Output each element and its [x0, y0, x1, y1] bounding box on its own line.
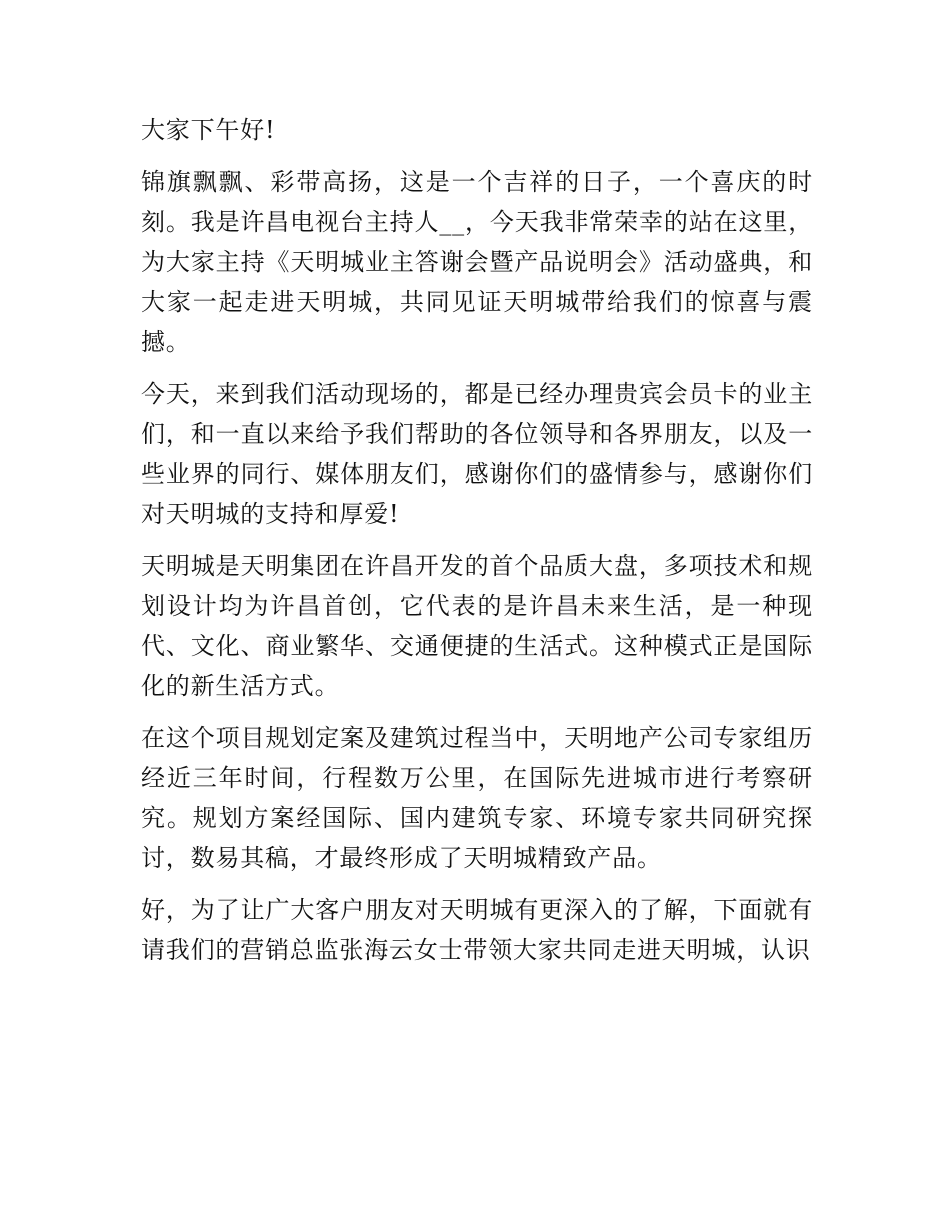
- speech-text: [141, 110, 813, 982]
- paragraph-guests: 今天，来到我们活动现场的，都是已经办理贵宾会员卡的业主们，和一直以来给予我们帮助的各位领导和各界朋友，以及一些业界的同行、媒体朋友们，感谢你们的盛情参与，感谢你们对天明城的支持和厚爱!: [141, 380, 813, 528]
- paragraph-opening: 锦旗飘飘、彩带高扬，这是一个吉祥的日子，一个喜庆的时刻。我是许昌电视台主持人__，今天我非常荣幸的站在这里，为大家主持《天明城业主答谢会暨产品说明会》活动盛典，和大家一起走进天明城，共同见证天明城带给我们的惊喜与震撼。: [141, 168, 813, 356]
- greeting-paragraph: 大家下午好!: [141, 116, 276, 144]
- paragraph-invitation: 好，为了让广大客户朋友对天明城有更深入的了解，下面就有请我们的营销总监张海云女士带领大家共同走进天明城，认识: [141, 896, 813, 964]
- paragraph-planning: 在这个项目规划定案及建筑过程当中，天明地产公司专家组历经近三年时间，行程数万公里，在国际先进城市进行考察研究。规划方案经国际、国内建筑专家、环境专家共同研究探讨，数易其稿，才最终形成了天明城精致产品。: [141, 724, 813, 872]
- paragraph-project-intro: 天明城是天明集团在许昌开发的首个品质大盘，多项技术和规划设计均为许昌首创，它代表的是许昌未来生活，是一种现代、文化、商业繁华、交通便捷的生活式。这种模式正是国际化的新生活方式。: [141, 552, 813, 700]
